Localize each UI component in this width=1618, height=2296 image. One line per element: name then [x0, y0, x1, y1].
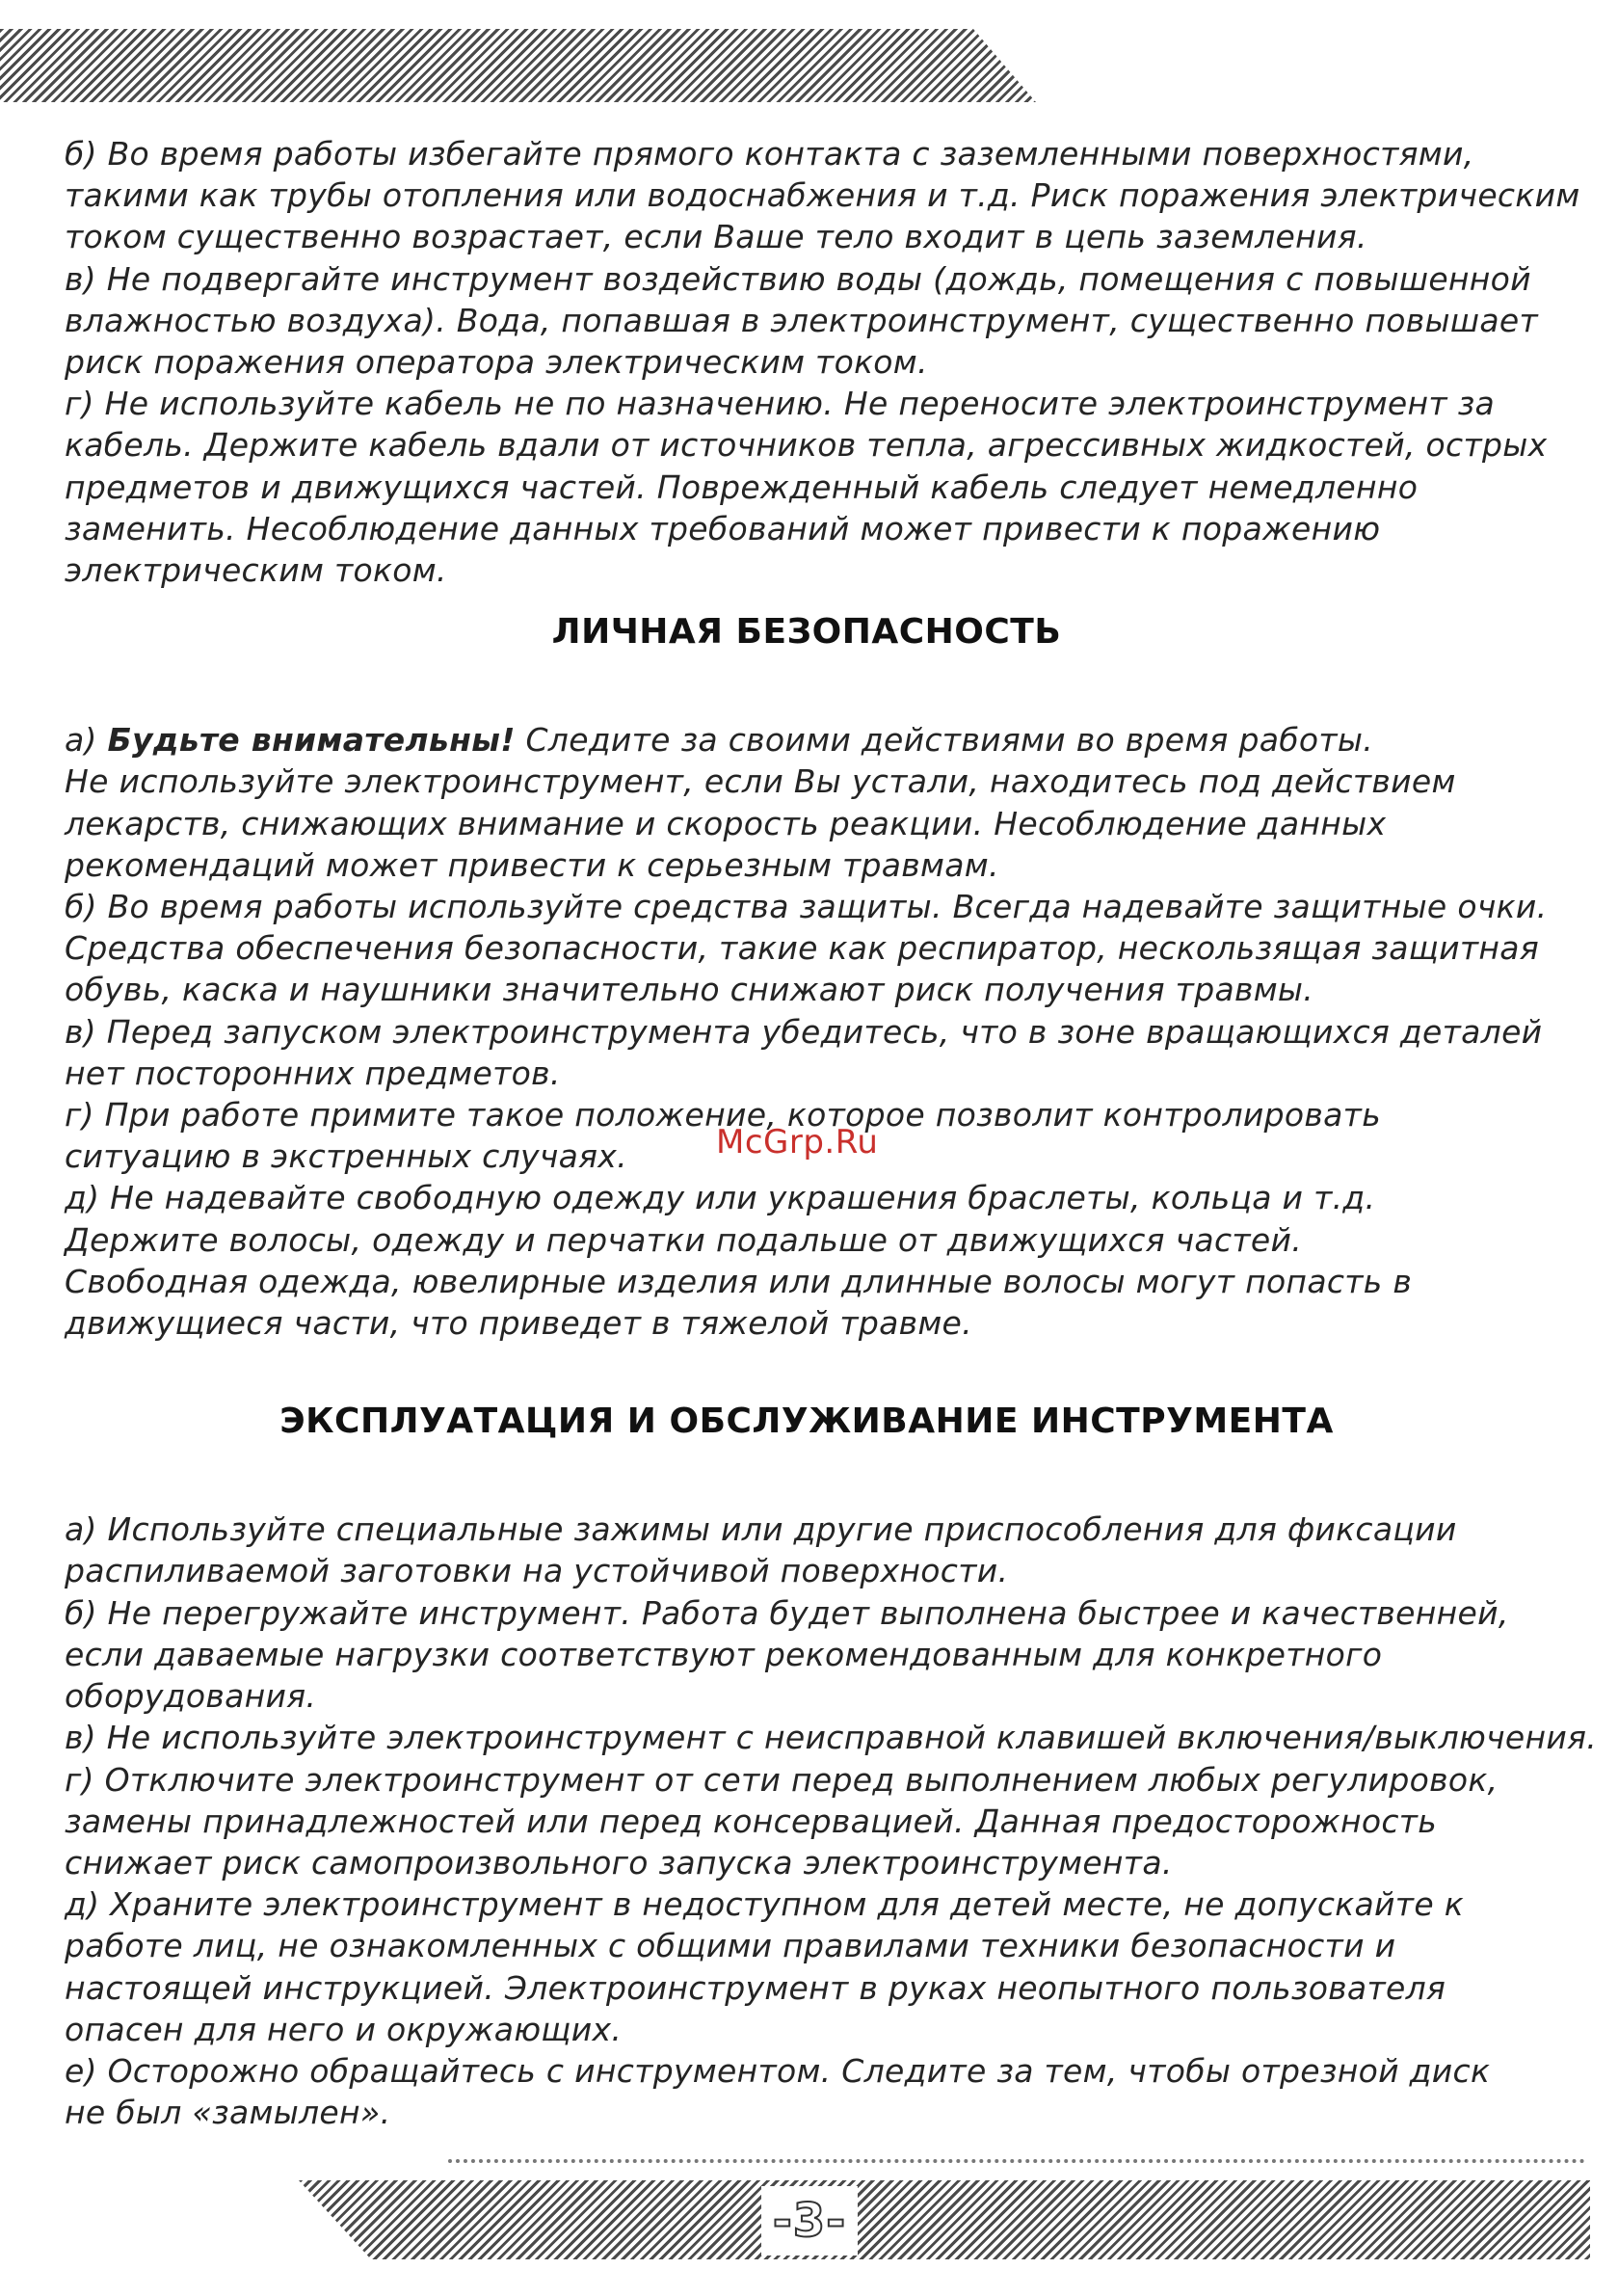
- text-line: ситуацию в экстренных случаях.: [65, 1137, 627, 1176]
- header-stripe-decoration: [0, 29, 1036, 102]
- text-line: б) Не перегружайте инструмент. Работа будет выполнена быстрее и качественней,: [65, 1593, 1509, 1632]
- text-line: работе лиц, не ознакомленных с общими правилами техники безопасности и: [65, 1927, 1396, 1965]
- text-line: влажностью воздуха). Вода, попавшая в электроинструмент, существенно повышает: [65, 301, 1538, 339]
- text-line: снижает риск самопроизвольного запуска электроинструмента.: [65, 1843, 1173, 1882]
- text-line: б) Во время работы используйте средства защиты. Всегда надевайте защитные очки.: [65, 888, 1548, 926]
- text-line: электрическим током.: [65, 551, 447, 590]
- footer-dotted-divider: [448, 2159, 1585, 2163]
- text-line: заменить. Несоблюдение данных требований может привести к поражению: [65, 509, 1381, 547]
- text-line: г) При работе примите такое положение, которое позволит контролировать: [65, 1096, 1381, 1135]
- text-line: в) Не подвергайте инструмент воздействию воды (дождь, помещения с повышенной: [65, 259, 1531, 298]
- text-line: б) Во время работы избегайте прямого контакта с заземленными поверхностями,: [65, 135, 1474, 173]
- text-line: г) Отключите электроинструмент от сети перед выполнением любых регулировок,: [65, 1760, 1499, 1799]
- text-line: д) Храните электроинструмент в недоступном для детей месте, не допускайте к: [65, 1885, 1464, 1924]
- text-line: настоящей инструкцией. Электроинструмент в руках неопытного пользователя: [65, 1968, 1446, 2007]
- watermark: McGrp.Ru: [716, 1123, 879, 1161]
- text-line: такими как трубы отопления или водоснабжения и т.д. Риск поражения электрическим: [65, 176, 1580, 215]
- text-line: Средства обеспечения безопасности, такие как респиратор, нескользящая защитная: [65, 929, 1539, 968]
- text-line: е) Осторожно обращайтесь с инструментом. Следите за тем, чтобы отрезной диск: [65, 2051, 1491, 2090]
- text-line: Свободная одежда, ювелирные изделия или длинные волосы могут попасть в: [65, 1262, 1413, 1300]
- text-line: нет посторонних предметов.: [65, 1054, 561, 1092]
- text-line: распиливаемой заготовки на устойчивой поверхности.: [65, 1552, 1009, 1590]
- text-line: кабель. Держите кабель вдали от источников тепла, агрессивных жидкостей, острых: [65, 426, 1548, 465]
- page-number-box: [761, 2186, 858, 2256]
- text-line: замены принадлежностей или перед консервацией. Данная предосторожность: [65, 1802, 1438, 1840]
- electrical-safety-text: [65, 133, 1587, 591]
- text-line: не был «замылен».: [65, 2094, 391, 2132]
- operation-text: [65, 1508, 1598, 2133]
- footer-stripe-decoration: [299, 2180, 1590, 2259]
- personal-safety-text: [65, 719, 1587, 1344]
- text-line: в) Не используйте электроинструмент с неисправной клавишей включения/выключения.: [65, 1719, 1598, 1757]
- text-line: а) Используйте специальные зажимы или другие приспособления для фиксации: [65, 1510, 1457, 1549]
- lead-bold-phrase: Будьте внимательны!: [107, 721, 516, 760]
- text-line: предметов и движущихся частей. Поврежденный кабель следует немедленно: [65, 467, 1419, 506]
- text-line: если даваемые нагрузки соответствуют рекомендованным для конкретного: [65, 1635, 1383, 1673]
- lead-prefix: а): [65, 721, 108, 760]
- text-line: лекарств, снижающих внимание и скорость реакции. Несоблюдение данных: [65, 804, 1387, 842]
- text-line: в) Перед запуском электроинструмента убедитесь, что в зоне вращающихся деталей: [65, 1012, 1543, 1051]
- text-line: движущиеся части, что приведет в тяжелой травме.: [65, 1304, 972, 1343]
- text-line: током существенно возрастает, если Ваше тело входит в цепь заземления.: [65, 218, 1367, 256]
- text-line: обувь, каска и наушники значительно снижают риск получения травмы.: [65, 971, 1314, 1009]
- text-line: оборудования.: [65, 1677, 317, 1716]
- text-line: Держите волосы, одежду и перчатки подальше от движущихся частей.: [65, 1220, 1303, 1259]
- page-number: -3-: [772, 2194, 847, 2248]
- personal-safety-heading: ЛИЧНАЯ БЕЗОПАСНОСТЬ: [551, 612, 1062, 653]
- text-line: опасен для него и окружающих.: [65, 2010, 623, 2048]
- text-line: рекомендаций может привести к серьезным травмам.: [65, 845, 999, 884]
- operation-heading: ЭКСПЛУАТАЦИЯ И ОБСЛУЖИВАНИЕ ИНСТРУМЕНТА: [279, 1402, 1334, 1442]
- text-line: риск поражения оператора электрическим током.: [65, 343, 928, 382]
- text-line: д) Не надевайте свободную одежду или украшения браслеты, кольца и т.д.: [65, 1179, 1376, 1217]
- text-line: Не используйте электроинструмент, если Вы устали, находитесь под действием: [65, 762, 1456, 801]
- text-line-lead: [65, 719, 1587, 761]
- lead-rest: Следите за своими действиями во время работы.: [515, 721, 1374, 760]
- text-line: г) Не используйте кабель не по назначению. Не переносите электроинструмент за: [65, 385, 1496, 423]
